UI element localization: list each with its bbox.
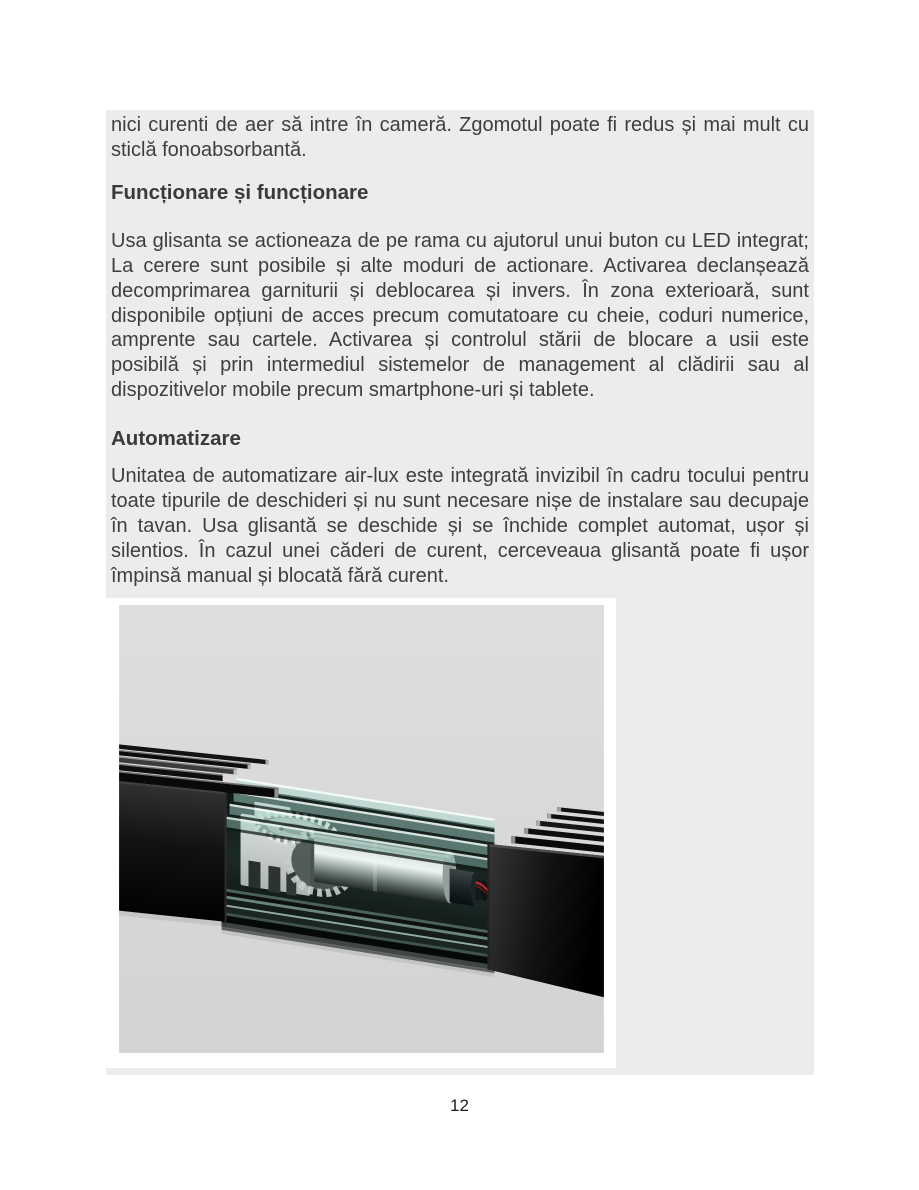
section-heading-automatizare: Automatizare	[111, 427, 241, 451]
figure-frame	[106, 598, 616, 1068]
drive-unit-image	[118, 605, 605, 1053]
page-number: 12	[450, 1096, 469, 1115]
section-body-functionare: Usa glisanta se actioneaza de pe rama cu ajutorul unui buton cu LED integrat; La cerere sunt posibile și alte moduri de actionare. Activarea declanșează decomprimarea garniturii și deblocarea și invers. În zona exterioară, sunt disponibile opțiuni de acces precum comutatoare cu cheie, coduri numerice, amprente sau cartele. Activarea și controlul stării de blocare a usii este posibilă și prin intermediul sistemelor de management al clădirii sau al dispozitivelor mobile precum smartphone-uri și tablete.	[111, 229, 809, 402]
lead-paragraph: nici curenti de aer să intre în cameră. Zgomotul poate fi redus și mai mult cu sticlă fonoabsorbantă.	[111, 114, 809, 161]
section-heading-functionare: Funcționare și funcționare	[111, 180, 369, 204]
section-body-automatizare: Unitatea de automatizare air-lux este integrată invizibil în cadru tocului pentru toate tipurile de deschideri și nu sunt necesare nișe de instalare sau decupaje în tavan. Usa glisantă se deschide și se închide complet automat, ușor și silentios. În cazul unei căderi de curent, cerceveaua glisantă poate fi ușor împinsă manual și blocată fără curent.	[111, 465, 809, 587]
